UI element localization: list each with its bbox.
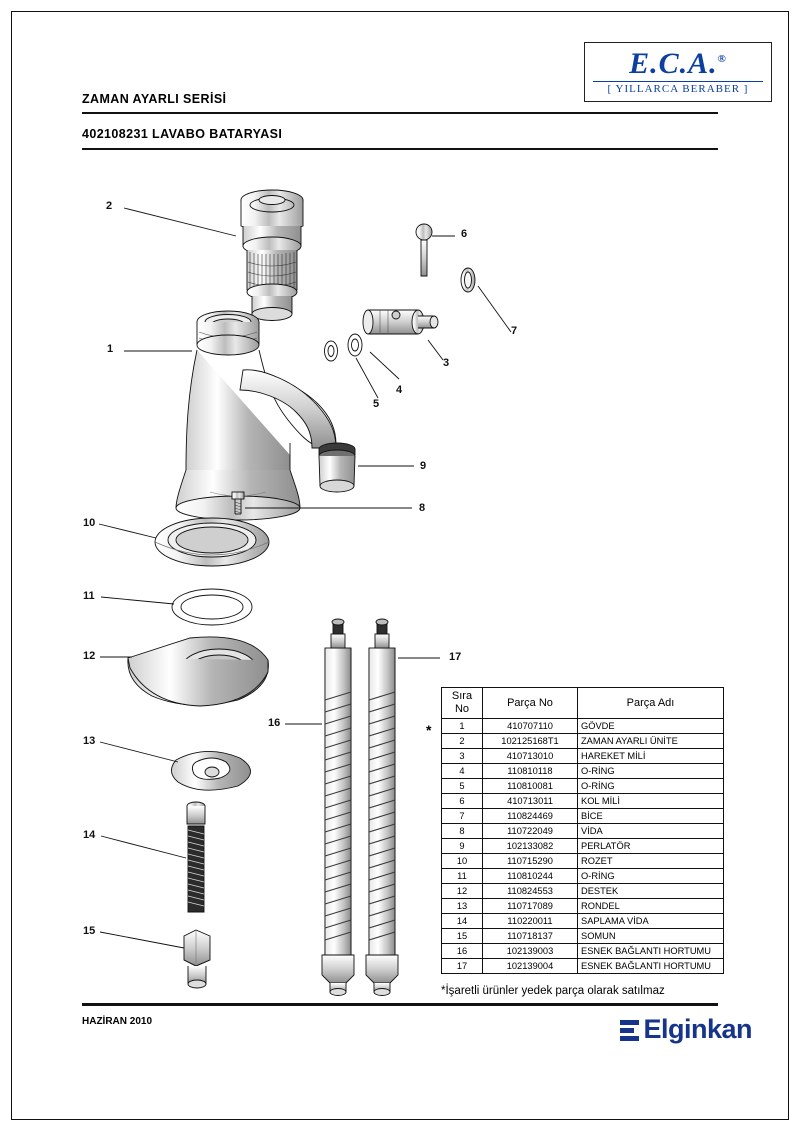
- table-header-row: [442, 688, 724, 719]
- cell-name: SOMUN: [578, 929, 724, 944]
- callout-4: 4: [396, 384, 403, 396]
- cell-no: 1: [442, 719, 483, 734]
- cell-no: 11: [442, 869, 483, 884]
- callout-8: 8: [419, 502, 426, 514]
- callout-5: 5: [373, 398, 380, 410]
- cell-no: 17: [442, 959, 483, 974]
- callout-1: 1: [107, 343, 114, 355]
- callout-9: 9: [420, 460, 427, 472]
- cell-code: 102139003: [483, 944, 578, 959]
- cell-no: 12: [442, 884, 483, 899]
- callout-12: 12: [83, 650, 96, 662]
- eca-slogan: [ YILLARCA BERABER ]: [607, 83, 749, 95]
- table-row: [442, 884, 724, 899]
- cell-no: 4: [442, 764, 483, 779]
- cell-no: 15: [442, 929, 483, 944]
- table-footnote: *İşaretli ürünler yedek parça olarak satılmaz: [441, 985, 665, 997]
- table-row: [442, 959, 724, 974]
- callout-3: 3: [443, 357, 450, 369]
- callout-2: 2: [106, 200, 113, 212]
- cell-name: BİCE: [578, 809, 724, 824]
- cell-name: O-RİNG: [578, 764, 724, 779]
- callout-15: 15: [83, 925, 96, 937]
- cell-no: 10: [442, 854, 483, 869]
- cell-code: 110718137: [483, 929, 578, 944]
- table-row: [442, 854, 724, 869]
- cell-code: 102139004: [483, 959, 578, 974]
- model-title: 402108231 LAVABO BATARYASI: [82, 127, 283, 141]
- star-marker: *: [426, 722, 432, 738]
- table-row: [442, 779, 724, 794]
- callout-11: 11: [83, 590, 95, 602]
- elginkan-mark-icon: [620, 1020, 639, 1041]
- table-row: [442, 899, 724, 914]
- cell-code: 410707110: [483, 719, 578, 734]
- cell-no: 3: [442, 749, 483, 764]
- cell-name: O-RİNG: [578, 869, 724, 884]
- cell-name: VİDA: [578, 824, 724, 839]
- table-row: [442, 824, 724, 839]
- table-row: [442, 794, 724, 809]
- cell-name: ESNEK BAĞLANTI HORTUMU: [578, 959, 724, 974]
- series-title: ZAMAN AYARLI SERİSİ: [82, 92, 227, 106]
- cell-no: 16: [442, 944, 483, 959]
- cell-name: HAREKET MİLİ: [578, 749, 724, 764]
- column-header-name: Parça Adı: [578, 688, 724, 719]
- cell-code: 110810118: [483, 764, 578, 779]
- footer-date: HAZİRAN 2010: [82, 1016, 153, 1027]
- table-row: [442, 764, 724, 779]
- cell-no: 6: [442, 794, 483, 809]
- cell-name: ESNEK BAĞLANTI HORTUMU: [578, 944, 724, 959]
- cell-no: 8: [442, 824, 483, 839]
- cell-code: 110824469: [483, 809, 578, 824]
- cell-name: PERLATÖR: [578, 839, 724, 854]
- cell-no: 9: [442, 839, 483, 854]
- callout-6: 6: [461, 228, 468, 240]
- cell-no: 7: [442, 809, 483, 824]
- table-row: [442, 869, 724, 884]
- cell-code: 110722049: [483, 824, 578, 839]
- table-row: [442, 719, 724, 734]
- cell-name: DESTEK: [578, 884, 724, 899]
- table-row: [442, 809, 724, 824]
- cell-code: 110220011: [483, 914, 578, 929]
- footer-divider: [82, 1003, 718, 1006]
- cell-code: 110717089: [483, 899, 578, 914]
- eca-wordmark-text: E.C.A.: [629, 47, 718, 80]
- table-row: [442, 914, 724, 929]
- elginkan-wordmark: Elginkan: [643, 1014, 752, 1044]
- cell-no: 5: [442, 779, 483, 794]
- table-row: [442, 944, 724, 959]
- cell-code: 110824553: [483, 884, 578, 899]
- callout-10: 10: [83, 517, 96, 529]
- cell-name: RONDEL: [578, 899, 724, 914]
- cell-code: 410713010: [483, 749, 578, 764]
- cell-code: 110715290: [483, 854, 578, 869]
- callout-7: 7: [511, 325, 518, 337]
- cell-code: 102133082: [483, 839, 578, 854]
- table-row: [442, 734, 724, 749]
- cell-name: SAPLAMA VİDA: [578, 914, 724, 929]
- table-row: [442, 929, 724, 944]
- cell-name: ROZET: [578, 854, 724, 869]
- cell-no: 2: [442, 734, 483, 749]
- eca-trademark: ®: [717, 53, 727, 65]
- callout-16: 16: [268, 717, 281, 729]
- callout-17: 17: [449, 651, 462, 663]
- cell-code: 410713011: [483, 794, 578, 809]
- cell-code: 110810081: [483, 779, 578, 794]
- table-row: [442, 749, 724, 764]
- cell-name: O-RİNG: [578, 779, 724, 794]
- cell-no: 14: [442, 914, 483, 929]
- table-row: [442, 839, 724, 854]
- column-header-code: Parça No: [483, 688, 578, 719]
- column-header-no: Sıra No: [442, 688, 483, 719]
- callout-14: 14: [83, 829, 96, 841]
- cell-code: 110810244: [483, 869, 578, 884]
- parts-table: [441, 687, 724, 974]
- cell-name: GÖVDE: [578, 719, 724, 734]
- cell-name: ZAMAN AYARLI ÜNİTE: [578, 734, 724, 749]
- callout-13: 13: [83, 735, 96, 747]
- cell-name: KOL MİLİ: [578, 794, 724, 809]
- elginkan-logo: [620, 1014, 752, 1045]
- cell-code: 102125168T1: [483, 734, 578, 749]
- cell-no: 13: [442, 899, 483, 914]
